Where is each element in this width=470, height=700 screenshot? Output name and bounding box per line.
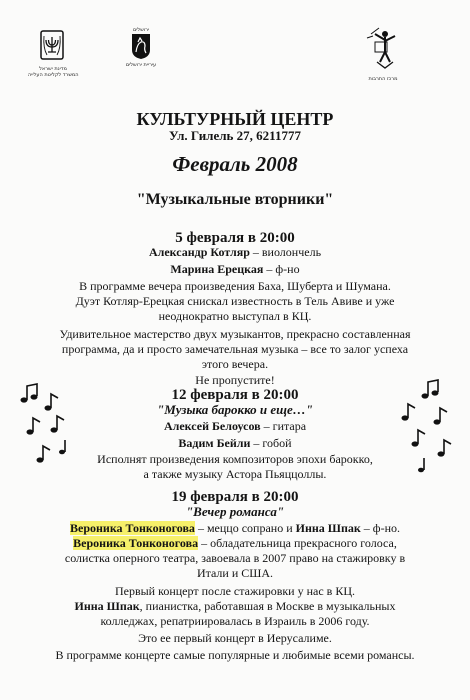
event3-bio-text: – обладательница прекрасного голоса,	[198, 536, 397, 550]
event2-title: "Музыка барокко и еще…"	[157, 402, 313, 417]
event2-text-line: а также музыку Астора Пьяццоллы.	[143, 467, 327, 481]
middle-logo-caption-2: עיריית ירושלים	[125, 62, 157, 68]
event3-performers-line	[0, 521, 470, 536]
event3-text-line: В программе концерте самые популярные и любимые всеми романсы.	[55, 648, 415, 662]
event1-text-line: этого вечера.	[201, 357, 269, 371]
event1-text-line: программа, да и просто замечательная музыка – все то залог успеха	[61, 342, 409, 356]
event1-text-line: неоднократно выступал в КЦ.	[158, 309, 312, 323]
center-title: КУЛЬТУРНЫЙ ЦЕНТР	[136, 109, 334, 129]
left-logo-caption-1: מדינת ישראל	[39, 66, 67, 72]
culture-center-logo	[365, 26, 401, 74]
event3-singer-role: – меццо сопрано и	[194, 521, 296, 535]
event1-performer-2	[0, 262, 470, 277]
event3-text-line: Итали и США.	[196, 566, 274, 580]
event2-date: 12 февраля в 20:00	[171, 387, 299, 403]
right-logo-caption: מרכז התרבות	[368, 76, 398, 82]
event3-text-line: колледжах, репатриировалась в Израиль в 2006 году.	[100, 614, 370, 628]
event1-performer-1-name: Александр Котляр	[148, 245, 250, 259]
center-address: Ул. Гилель 27, 6211777	[169, 128, 301, 143]
event3-pianist-bio-text: , пианистка, работавшая в Москве в музыкальных	[139, 599, 396, 613]
event3-bio-singer-name-highlighted: Вероника Тонконогова	[73, 536, 199, 550]
event1-performer-2-role: – ф-но	[263, 262, 300, 276]
jerusalem-emblem-logo	[130, 32, 152, 60]
event3-bio-line	[0, 536, 470, 551]
event3-text-line: Первый концерт после стажировки у нас в КЦ.	[114, 584, 356, 598]
event1-text-line: Дуэт Котляр-Ерецкая снискал известность в Тель Авиве и уже	[75, 294, 395, 308]
event1-performer-1-role: – виолончель	[249, 245, 322, 259]
left-logo-caption-2: המשרד לקליטת העלייה	[28, 72, 79, 78]
event2-performer-2-name: Вадим Бейли	[178, 436, 251, 450]
event1-performer-2-name: Марина Ерецкая	[170, 262, 264, 276]
event1-text-line: Удивительное мастерство двух музыкантов, прекрасно составленная	[59, 327, 411, 341]
event3-pianist-role: – ф-но.	[360, 521, 400, 535]
event3-date: 19 февраля в 20:00	[171, 489, 299, 505]
event3-pianist-bio-line	[0, 599, 470, 614]
event2-performer-1-role: – гитара	[260, 419, 307, 433]
event1-text-line: Не пропустите!	[195, 373, 275, 387]
state-emblem-logo	[40, 30, 64, 60]
series-title: "Музыкальные вторники"	[136, 191, 334, 208]
event2-performer-1	[0, 419, 470, 434]
event1-date: 5 февраля в 20:00	[175, 230, 295, 246]
event2-performer-2	[0, 436, 470, 451]
event3-text-line: Это ее первый концерт в Иерусалиме.	[138, 631, 332, 645]
event2-performer-1-name: Алексей Белоусов	[163, 419, 261, 433]
middle-logo-caption-1: ירושלים	[132, 27, 150, 33]
event2-text-line: Исполнят произведения композиторов эпохи барокко,	[97, 452, 373, 466]
event3-pianist-bio-name: Инна Шпак	[74, 599, 140, 613]
event1-text-line: В программе вечера произведения Баха, Шуберта и Шумана.	[79, 279, 391, 293]
event3-text-line: солистка оперного театра, завоевала в 2007 право на стажировку в	[64, 551, 406, 565]
month-heading: Февраль 2008	[172, 152, 298, 176]
event1-performer-1	[0, 245, 470, 260]
event3-pianist-name: Инна Шпак	[295, 521, 361, 535]
event3-singer-name-highlighted: Вероника Тонконогова	[69, 521, 195, 535]
event3-title: "Вечер романса"	[185, 504, 285, 519]
event2-performer-2-role: – гобой	[250, 436, 292, 450]
